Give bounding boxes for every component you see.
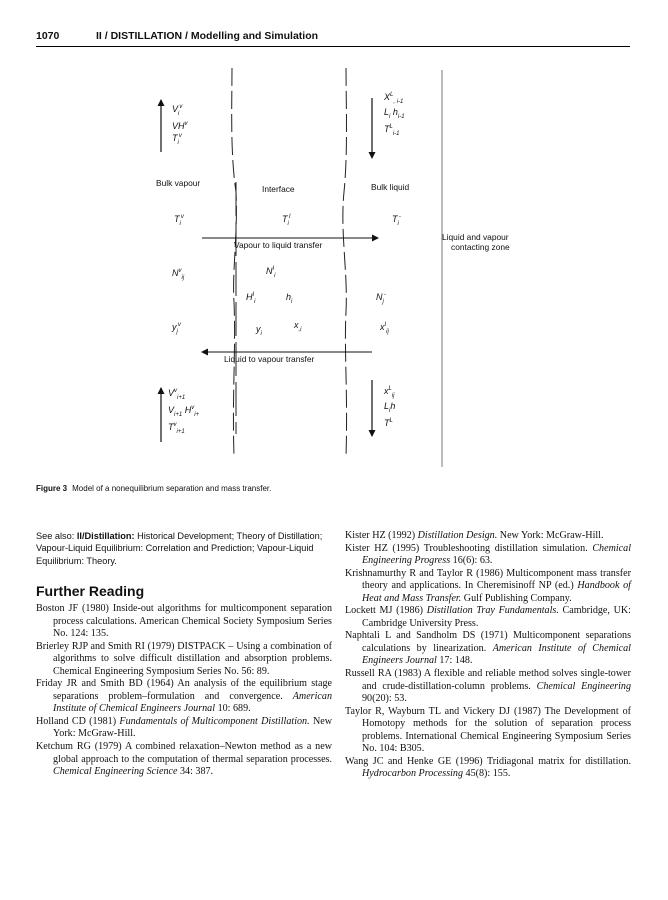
reference-entry [345,668,631,706]
reference-text: Friday JR and Smith BD (1964) An analysis of the equilibrium stage separations problem–formulation and convergence. [36,678,332,702]
symbol-n-vapour: $N^v_{ij}$ [172,268,185,281]
reference-details: Gulf Publishing Company. [461,592,572,604]
reference-text: Wang JC and Henke GE (1996) Tridiagonal matrix for distillation. [345,755,631,767]
symbol-vapour-in: $V^v_{i+1}$ $V_{i+1}$ $H^v_{i+}$ $T^v_{i+1}$ [168,388,200,435]
reference-details: 45(8): 155. [463,768,511,780]
references-left-column [36,603,332,779]
reference-entry [345,756,631,781]
reference-entry [345,706,631,756]
caption-text: Model of a nonequilibrium separation and mass transfer. [72,484,272,493]
reference-text: Naphtali L and Sandholm DS (1971) Multicomponent separations calculations by linearization. [345,630,631,654]
symbol-n-interface: $N^I_i$ [266,266,276,279]
reference-details: New York: McGraw-Hill. [497,530,604,541]
reference-title-italic: Handbook of Heat and Mass Transfer. [362,580,631,604]
symbol-liquid-out: $x^L_{ij}$ $L_ih$ $T^L$ [384,386,396,428]
reference-entry [36,641,332,679]
reference-text: Kister HZ (1992) [345,530,418,541]
symbol-t-liquid: $T_i^-$ [392,214,401,227]
symbol-liquid-in: $X^L_{, i-1}$ $L_i$ $h_{i-1}$ $T^L_{i-1}$ [384,92,405,137]
contacting-zone-label-1: Liquid and vapour [442,232,509,242]
reference-text: Kister HZ (1995) Troubleshooting distillation simulation. [345,542,593,554]
see-also-text: Historical Development; Theory of Distillation; Vapour-Liquid Equilibrium: Correlation and Prediction; Vapour-Liquid Equilibrium: Theory. [36,531,323,566]
reference-title-italic: Chemical Engineering [536,680,631,692]
reference-details: 34: 387. [177,766,214,778]
reference-text: Ketchum RG (1979) A combined relaxation–Newton method as a new global approach to the computation of thermal separation processes. [36,741,332,765]
running-header [36,30,630,46]
liquid-to-vapour-label: Liquid to vapour transfer [224,354,315,364]
interface-label: Interface [262,184,295,194]
reference-entry [36,716,332,741]
see-also-lead: See also: [36,531,77,541]
reference-title-italic: Chemical Engineering Progress [362,542,631,567]
see-also-topic: II/Distillation: [76,531,135,541]
reference-details: 10: 689. [215,703,251,715]
bulk-liquid-label: Bulk liquid [371,182,410,192]
reference-title-italic: Distillation Design. [417,530,498,541]
reference-title-italic: Hydrocarbon Processing [362,768,464,780]
reference-title-italic: American Institute of Chemical Engineers Journal [362,642,631,667]
symbol-t-interface: $T_i^I$ [282,214,291,227]
header-rule [36,46,630,47]
reference-details: 16(6): 63. [450,555,493,567]
reference-entry [345,630,631,668]
reference-details: 17: 148. [436,655,473,667]
bulk-vapour-label: Bulk vapour [156,178,201,188]
reference-text: Brierley RJP and Smith RI (1979) DISTPACK – Using a combination of algorithms to solve difficult distillation and absorption problems. Chemical Engineering Symposium Series No. 56: 89. [36,640,332,677]
further-reading-heading: Further Reading [36,583,145,599]
reference-text: Russell RA (1983) A flexible and reliable method solves single-tower and crude-distillation-column problems. [345,668,631,692]
caption-label: Figure 3 [36,484,68,493]
symbol-x-bulk: $x^I_{ij}$ [380,322,389,335]
vapour-to-liquid-label: Vapour to liquid transfer [234,240,323,250]
reference-text: Taylor R, Wayburn TL and Vickery DJ (1987) The Development of Homotopy methods for the solution of separation process problems. International Chemical Engineering Symposium Series No. 104: B305. [345,705,631,755]
reference-entry [345,568,631,606]
reference-entry [345,605,631,630]
running-title: II / DISTILLATION / Modelling and Simulation [96,30,319,42]
symbol-t-vapour: $T_i^v$ [174,214,184,227]
symbol-y-bulk: $y_j^v$ [172,322,181,335]
reference-text: Boston JF (1980) Inside-out algorithms for multicomponent separation process calculations. American Chemical Society Symposium Series No. 124: 135. [36,603,332,640]
reference-details: Cambridge, UK: Cambridge University Press. [362,605,631,629]
references-right-column [345,530,631,781]
reference-text: Holland CD (1981) [36,715,120,727]
reference-text: Lockett MJ (1986) [345,605,427,617]
reference-title-italic: Distillation Tray Fundamentals. [426,605,559,617]
figure-nonequilibrium-model [140,62,560,472]
liquid-film-boundary [343,68,347,457]
reference-entry [36,741,332,779]
reference-entry [345,543,631,568]
reference-details: New York: McGraw-Hill. [53,715,332,740]
reference-title-italic: Fundamentals of Multicomponent Distillation. [119,715,310,727]
see-also [36,530,332,567]
page-number: 1070 [36,30,60,42]
symbol-vapour-out: $V_i^v$ $VH^v$ $T_i^v$ [172,104,188,146]
reference-text: Krishnamurthy R and Taylor R (1986) Multicomponent mass transfer theory and applications. In Cheremisinoff NP (ed.) [345,567,631,592]
figure-diagram [140,62,560,472]
symbol-n-liquid: $N_j^-$ [376,292,386,305]
reference-title-italic: American Institute of Chemical Engineers Journal [53,690,332,715]
reference-entry [345,530,631,543]
reference-entry [36,603,332,641]
contacting-zone-label-2: contacting zone [451,242,510,252]
symbol-x-interface: $x_{,i}$ [294,320,302,333]
reference-entry [36,678,332,716]
reference-title-italic: Chemical Engineering Science [53,766,178,778]
figure-caption [36,484,271,493]
symbol-h-vapour: $H^I_i$ [246,292,256,305]
symbol-y-interface: $y_i$ [256,324,262,337]
reference-details: 90(20): 53. [362,693,407,705]
symbol-h-liquid: $h_i$ [286,292,293,305]
